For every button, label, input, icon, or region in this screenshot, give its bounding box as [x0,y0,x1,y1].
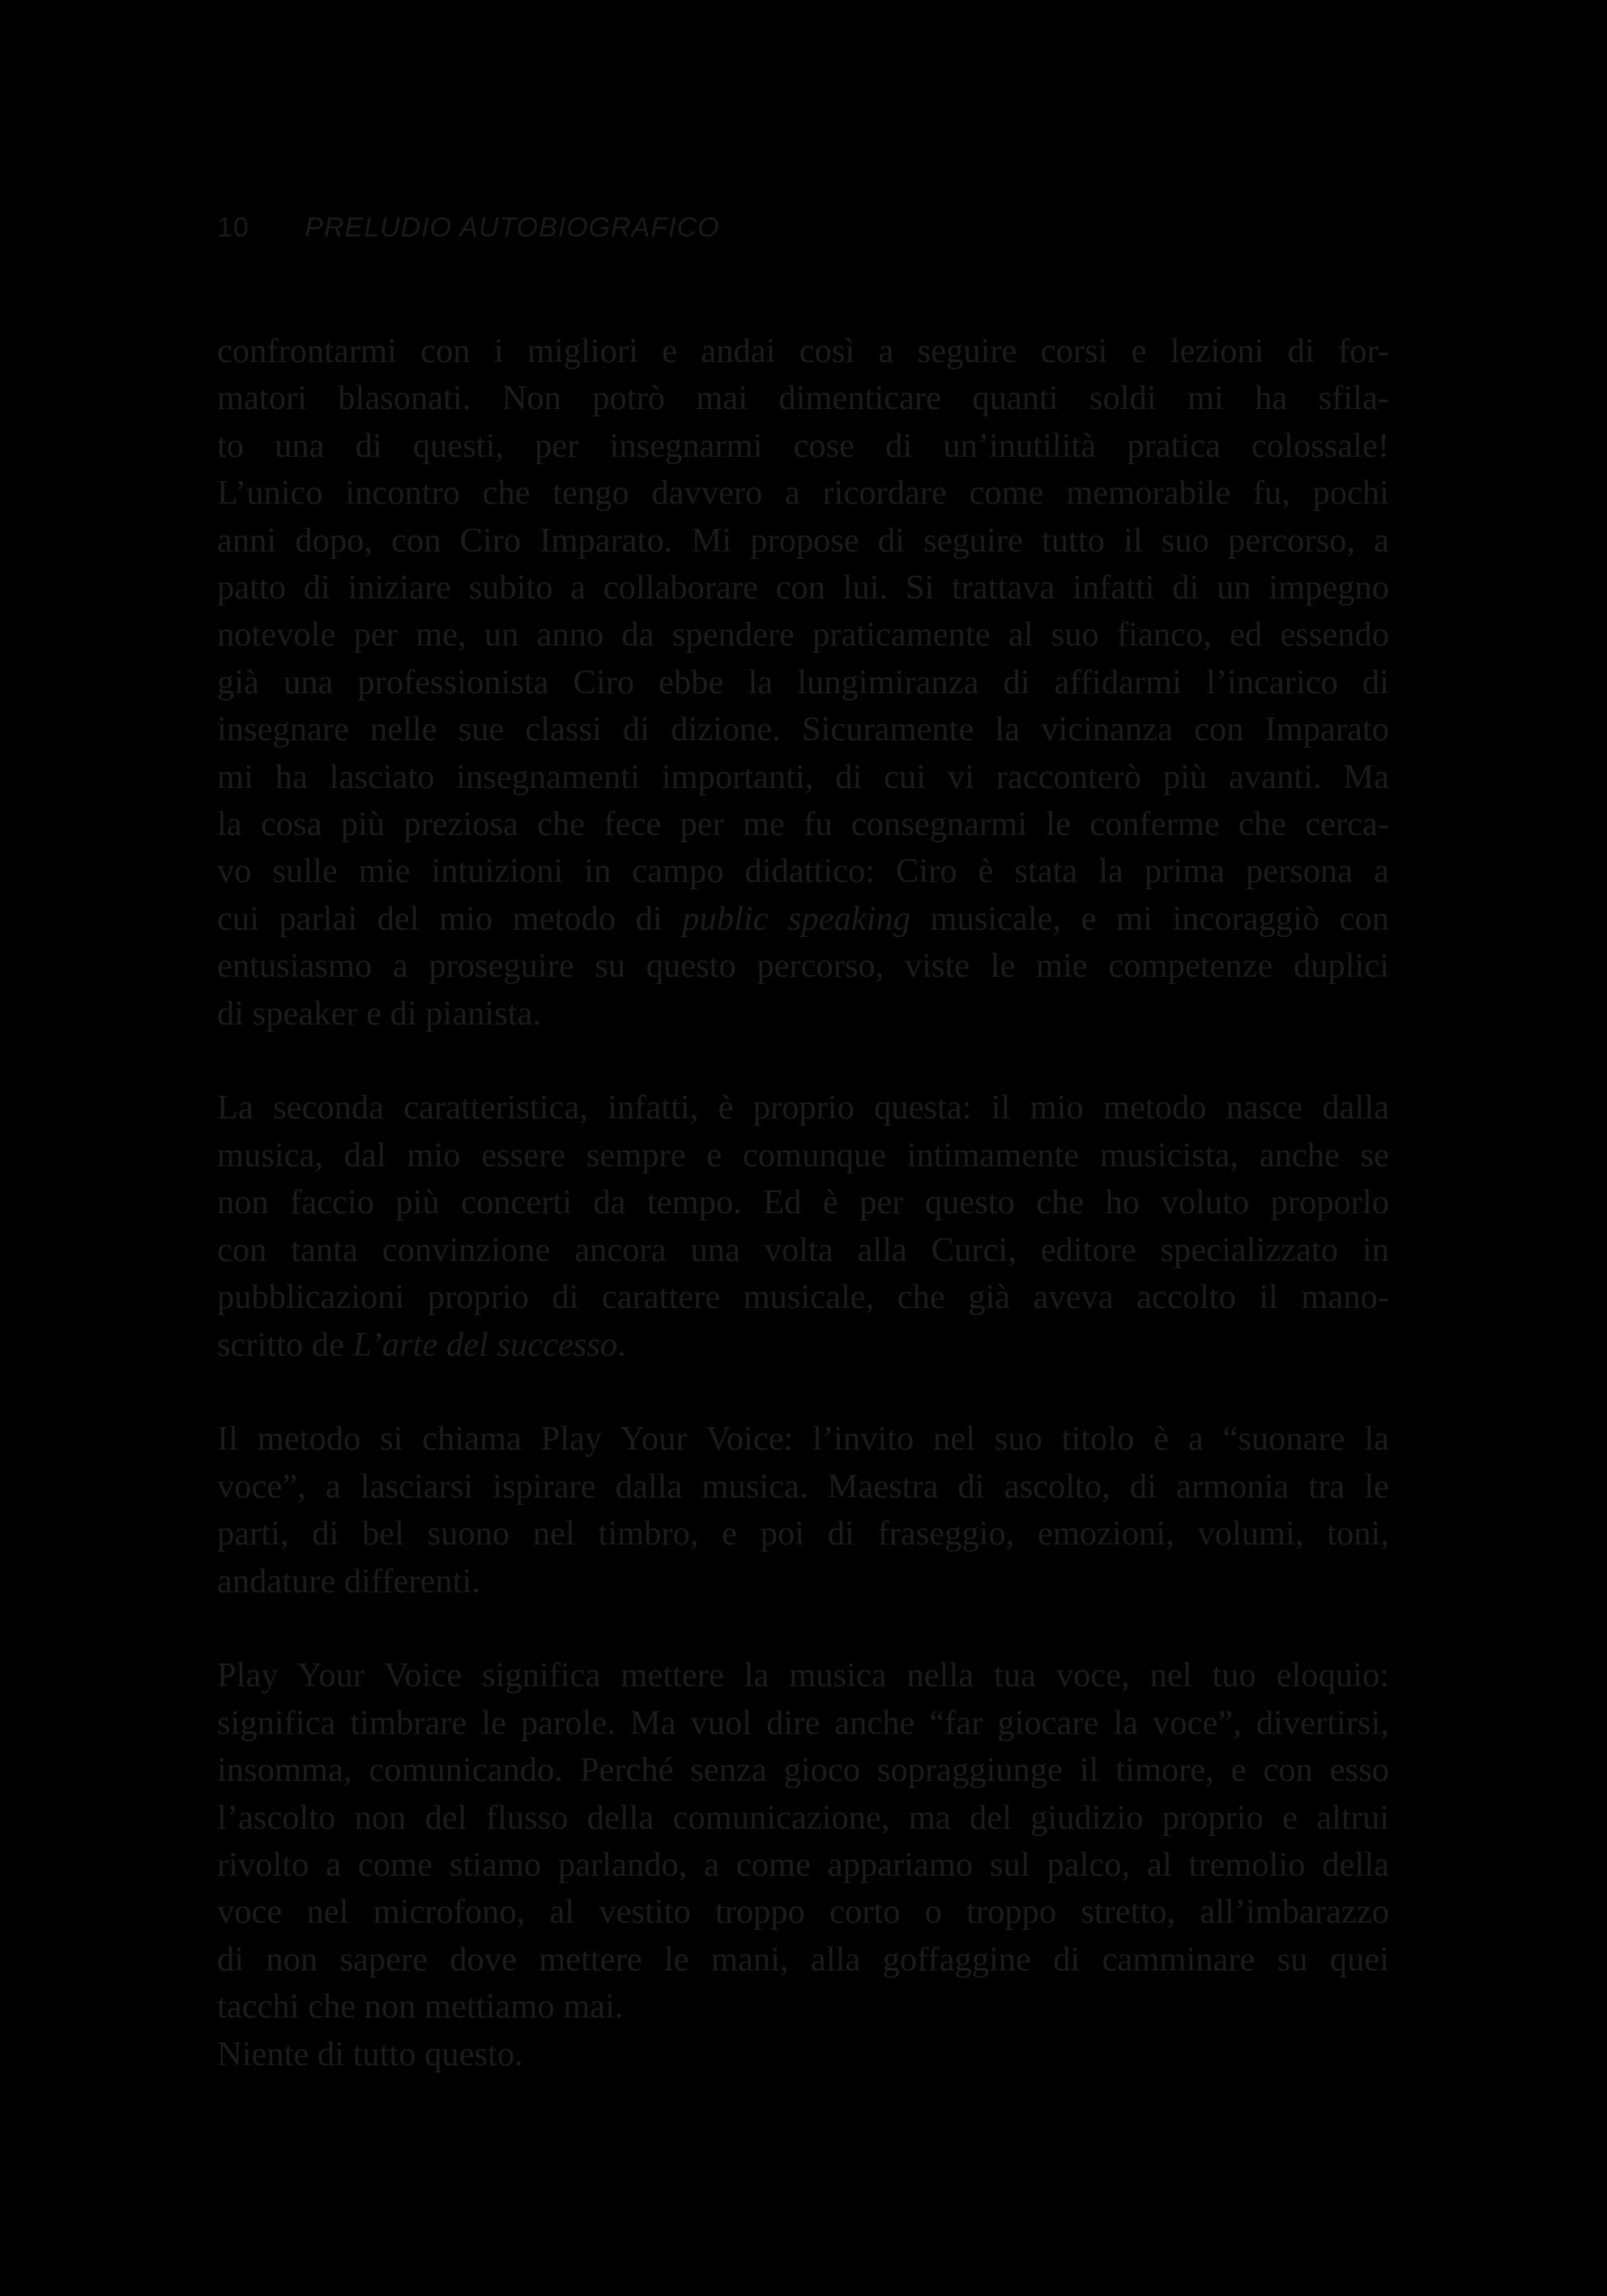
text-line: musica, dal mio essere sempre e comunque intimamente musicista, anche se [217,1135,1389,1174]
text-line: entusiasmo a proseguire su questo percorso, viste le mie competenze duplici [217,947,1389,986]
text-line: voce nel microfono, al vestito troppo corto o troppo stretto, all’imbarazzo [217,1893,1389,1932]
text-fragment: scritto de [217,1325,353,1364]
text-line: La seconda caratteristica, infatti, è proprio questa: il mio metodo nasce dalla [217,1088,1389,1127]
text-line: parti, di bel suono nel timbro, e poi di fraseggio, emozioni, volumi, toni, [217,1514,1389,1553]
paragraph-3 [217,1416,1389,1605]
text-line: to una di questi, per insegnarmi cose di un’inutilità pratica colossale! [217,426,1389,465]
paragraph-gap [217,1605,1389,1652]
text-line-with-emphasis [217,1322,1389,1369]
body-text [217,328,1389,2078]
text-line: confrontarmi con i migliori e andai così a seguire corsi e lezioni di for- [217,332,1389,370]
paragraph-2 [217,1084,1389,1368]
text-line: Niente di tutto questo. [217,2034,523,2073]
text-line: matori blasonati. Non potrò mai dimenticare quanti soldi mi ha sfila- [217,379,1389,418]
text-line: andature differenti. [217,1561,480,1600]
text-line: patto di iniziare subito a collaborare con lui. Si trattava infatti di un impegno [217,569,1389,607]
emphasis-book-title: L’arte del successo [352,1325,618,1364]
text-line: Play Your Voice significa mettere la musica nella tua voce, nel tuo eloquio: [217,1656,1389,1695]
text-line: notevole per me, un anno da spendere praticamente al suo fianco, ed essendo [217,616,1389,654]
paragraph-1 [217,328,1389,1037]
text-line: L’unico incontro che tengo davvero a ricordare come memorabile fu, pochi [217,474,1389,513]
text-line: l’ascolto non del flusso della comunicazione, ma del giudizio proprio e altrui [217,1798,1389,1837]
text-line: di speaker e di pianista. [217,994,542,1033]
paragraph-gap [217,1037,1389,1084]
paragraph-4 [217,1652,1389,2078]
text-fragment: . [617,1325,626,1364]
text-fragment: cui parlai del mio metodo di [217,899,683,938]
text-line: la cosa più preziosa che fece per me fu consegnarmi le conferme che cerca- [217,805,1389,844]
text-line: mi ha lasciato insegnamenti importanti, di cui vi racconterò più avanti. Ma [217,757,1389,796]
text-line: voce”, a lasciarsi ispirare dalla musica. Maestra di ascolto, di armonia tra le [217,1467,1389,1506]
text-line: di non sapere dove mettere le mani, alla goffaggine di camminare su quei [217,1940,1389,1979]
text-fragment: musicale, e mi incoraggiò con [910,899,1389,938]
paragraph-gap [217,1369,1389,1416]
text-line: pubblicazioni proprio di carattere musicale, che già aveva accolto il mano- [217,1278,1389,1317]
text-line: insegnare nelle sue classi di dizione. Sicuramente la vicinanza con Imparato [217,710,1389,749]
text-line: con tanta convinzione ancora una volta alla Curci, editore specializzato in [217,1230,1389,1269]
emphasis-public-speaking: public speaking [682,899,910,938]
text-line: vo sulle mie intuizioni in campo didattico: Ciro è stata la prima persona a [217,852,1389,891]
text-line: rivolto a come stiamo parlando, a come appariamo sul palco, al tremolio della [217,1845,1389,1884]
section-title: PRELUDIO AUTOBIOGRAFICO [305,212,720,243]
text-line: già una professionista Ciro ebbe la lungimiranza di affidarmi l’incarico di [217,662,1389,701]
text-line: tacchi che non mettiamo mai. [217,1987,624,2026]
text-line-with-emphasis [217,896,1389,943]
text-line: Il metodo si chiama Play Your Voice: l’invito nel suo titolo è a “suonare la [217,1420,1389,1459]
page-number: 10 [217,212,249,243]
text-line: significa timbrare le parole. Ma vuol dire anche “far giocare la voce”, divertirsi, [217,1703,1389,1742]
text-line: non faccio più concerti da tempo. Ed è per questo che ho voluto proporlo [217,1183,1389,1222]
text-line: insomma, comunicando. Perché senza gioco sopraggiunge il timore, e con esso [217,1751,1389,1790]
text-line: anni dopo, con Ciro Imparato. Mi propose di seguire tutto il suo percorso, a [217,521,1389,560]
running-head [217,212,720,244]
